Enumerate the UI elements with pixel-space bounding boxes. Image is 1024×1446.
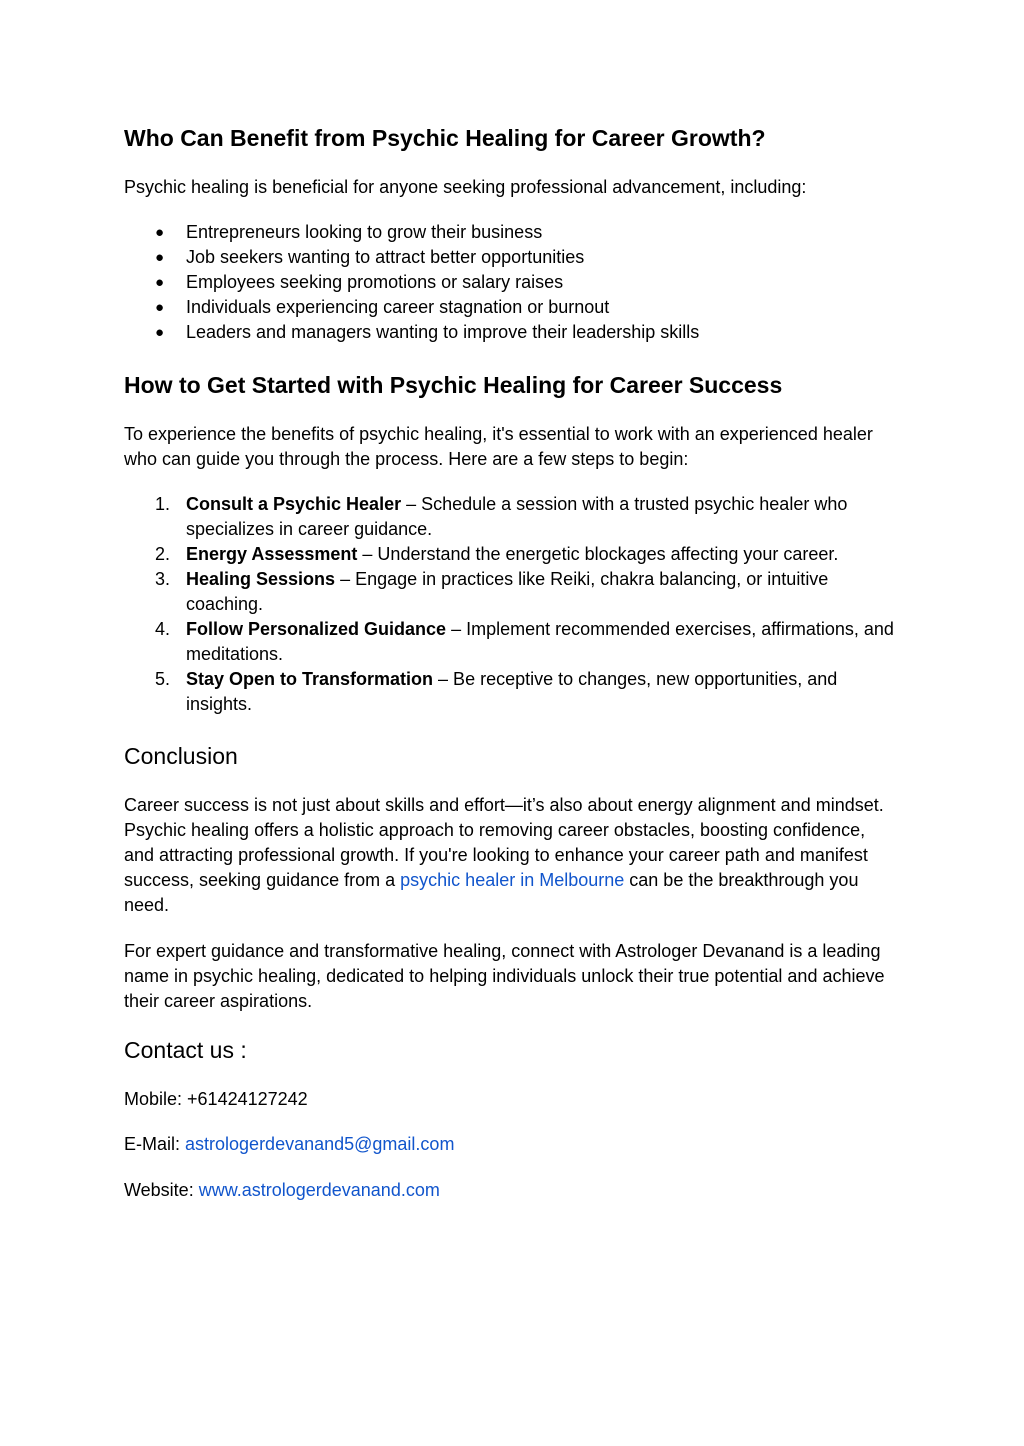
bullet-icon: ● <box>155 249 165 266</box>
list-item: ● Leaders and managers wanting to improve their leadership skills <box>124 320 900 345</box>
started-intro: To experience the benefits of psychic healing, it's essential to work with an experienced healer who can guide you through the process. Here are a few steps to begin: <box>124 424 873 469</box>
step-number: 2. <box>155 544 171 564</box>
contact-email: E-Mail: astrologerdevanand5@gmail.com <box>124 1134 455 1154</box>
list-item: ● Individuals experiencing career stagnation or burnout <box>124 295 900 320</box>
contact-mobile: Mobile: +61424127242 <box>124 1089 308 1109</box>
bullet-icon: ● <box>155 274 165 291</box>
conclusion-paragraph-1: Career success is not just about skills and effort—it’s also about energy alignment and mindset. Psychic healing offers a holistic approach to removing career obstacles, boosting confidence, and attracting professional growth. If you're looking to enhance your career path and manifest success, seeking guidance from a psychic healer in Melbourne can be the breakthrough you need. <box>124 795 884 915</box>
step-number: 5. <box>155 669 171 689</box>
step-title: Consult a Psychic Healer <box>186 494 402 514</box>
list-item <box>124 667 900 717</box>
step-title: Healing Sessions <box>186 569 336 589</box>
list-item <box>124 617 900 667</box>
step-text: – Be receptive to changes, new opportunities, and insights. <box>186 669 838 714</box>
benefit-intro: Psychic healing is beneficial for anyone seeking professional advancement, including: <box>124 177 807 197</box>
heading-conclusion: Conclusion <box>124 743 238 769</box>
list-item <box>124 492 900 542</box>
list-item: ● Entrepreneurs looking to grow their business <box>124 220 900 245</box>
list-item <box>124 567 900 617</box>
step-text: – Understand the energetic blockages affecting your career. <box>357 544 839 564</box>
list-item: ● Job seekers wanting to attract better opportunities <box>124 245 900 270</box>
list-item: ● Employees seeking promotions or salary raises <box>124 270 900 295</box>
step-number: 3. <box>155 569 171 589</box>
mobile-number: +61424127242 <box>187 1089 308 1109</box>
list-item <box>124 542 900 567</box>
bullet-icon: ● <box>155 224 165 241</box>
step-number: 1. <box>155 494 171 514</box>
heading-contact-us: Contact us : <box>124 1037 247 1063</box>
heading-get-started: How to Get Started with Psychic Healing for Career Success <box>124 372 783 398</box>
conclusion-paragraph-2: For expert guidance and transformative healing, connect with Astrologer Devanand is a leading name in psychic healing, dedicated to helping individuals unlock their true potential and achieve their career aspirations. <box>124 941 885 1011</box>
bullet-icon: ● <box>155 324 165 341</box>
step-title: Energy Assessment <box>186 544 358 564</box>
steps-list <box>124 492 900 717</box>
benefit-list <box>124 220 900 345</box>
psychic-healer-melbourne-link[interactable]: psychic healer in Melbourne <box>400 870 625 890</box>
step-text: – Implement recommended exercises, affirmations, and meditations. <box>186 619 894 664</box>
step-text: – Schedule a session with a trusted psychic healer who specializes in career guidance. <box>186 494 848 539</box>
heading-who-can-benefit: Who Can Benefit from Psychic Healing for Career Growth? <box>124 125 766 151</box>
step-title: Follow Personalized Guidance <box>186 619 447 639</box>
bullet-icon: ● <box>155 299 165 316</box>
website-link[interactable]: www.astrologerdevanand.com <box>198 1180 440 1200</box>
step-title: Stay Open to Transformation <box>186 669 434 689</box>
step-text: – Engage in practices like Reiki, chakra balancing, or intuitive coaching. <box>186 569 829 614</box>
step-number: 4. <box>155 619 171 639</box>
contact-website: Website: www.astrologerdevanand.com <box>124 1180 440 1200</box>
email-link[interactable]: astrologerdevanand5@gmail.com <box>185 1134 455 1154</box>
